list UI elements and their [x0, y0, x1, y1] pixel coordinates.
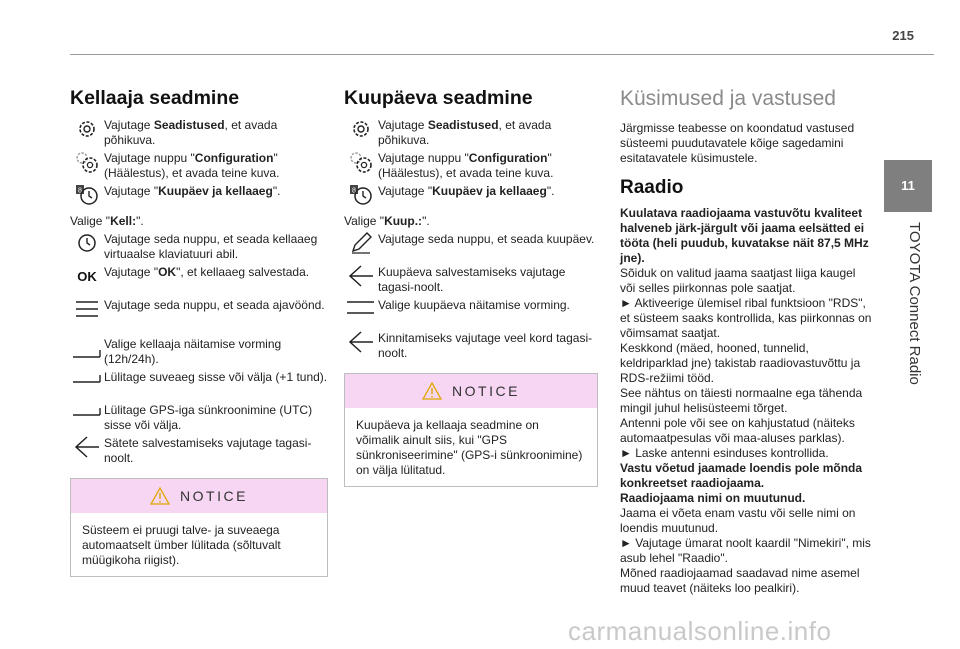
item-time-format: Valige kellaaja näitamise vorming (12h/24h).: [70, 337, 328, 367]
answer: ► Aktiveerige ülemisel ribal funktsioon "RDS", et süsteem saaks kontrollida, kas piirkonnas on võimsamat saatjat.: [620, 296, 872, 340]
notice-title: NOTICE: [180, 487, 248, 504]
select-clock: Valige "Kell:".: [70, 214, 144, 228]
section-title-date: Kuupäeva seadmine: [344, 87, 533, 109]
column-clock-setting: [70, 86, 328, 577]
step-configuration: Vajutage nuppu "Configuration" (Häälestus), et avada teine kuva.: [344, 151, 598, 181]
answer: Mõned raadiojaamad saadavad nime asemel muud teavet (näiteks loo pealkiri).: [620, 566, 860, 595]
faq-title: Küsimused ja vastused: [620, 87, 836, 110]
side-title: TOYOTA Connect Radio: [906, 222, 923, 385]
answer: See nähtus on täiesti normaalne ega tähenda mingil juhul helisüsteemi tõrget.: [620, 386, 863, 415]
list-icon: [70, 298, 104, 320]
item-date-format: Valige kuupäeva näitamise vorming.: [344, 298, 598, 320]
back-arrow-icon: [344, 265, 378, 287]
clock-calendar-icon: [70, 184, 104, 206]
select-date: Valige "Kuup.:".: [344, 214, 430, 228]
step-date-time: 8 Vajutage "Kuupäev ja kellaaeg".: [70, 184, 328, 206]
notice-box-date: [344, 373, 598, 487]
answer: Antenni pole või see on kahjustatud (näiteks automaatpesulas või maa-aluses parklas).: [620, 416, 855, 445]
chapter-tab: 11: [884, 160, 932, 212]
answer: Keskkond (mäed, hooned, tunnelid, keldriparklad jne) takistab raadiovastuvõttu ja RDS-režiimi tööd.: [620, 341, 861, 385]
answer: ► Vajutage ümarat noolt kaardil "Nimekiri", mis asub lehel "Raadio".: [620, 536, 871, 565]
toggle-off-icon: [70, 337, 104, 359]
faq-intro: Järgmisse teabesse on koondatud vastused süsteemi puudutavatele kõige sagedamini esitatavatele küsimustele.: [620, 121, 855, 165]
item-timezone: Vajutage seda nuppu, et seada ajavöönd.: [70, 298, 328, 320]
item-confirm: Kinnitamiseks vajutage veel kord tagasi-noolt.: [344, 331, 598, 361]
clock-icon: [70, 232, 104, 254]
page-number: 215: [892, 28, 914, 43]
step-settings: Vajutage Seadistused, et avada põhikuva.: [70, 118, 328, 148]
pencil-icon: [344, 232, 378, 254]
gear-icon: [344, 118, 378, 140]
answer: Sõiduk on valitud jaama saatjast liiga kaugel või selles piirkonnas pole saatjat.: [620, 266, 856, 295]
section-title-clock: Kellaaja seadmine: [70, 87, 240, 109]
notice-text: Süsteem ei pruugi talve- ja suveaega automaatselt ümber lülitada (sõltuvalt müügikoha riigist).: [82, 523, 281, 567]
answer: ► Laske antenni esinduses kontrollida.: [620, 446, 829, 460]
item-back-save: Sätete salvestamiseks vajutage tagasi-noolt.: [70, 436, 328, 466]
section-radio: Raadio: [620, 177, 684, 198]
svg-text:8: 8: [78, 187, 82, 195]
back-arrow-icon: [344, 331, 378, 353]
gears-config-icon: [70, 151, 104, 173]
item-ok-save: OK Vajutage "OK", et kellaaeg salvestada.: [70, 265, 328, 287]
header-rule: [70, 54, 934, 55]
item-gps-sync: Lülitage GPS-iga sünkroonimine (UTC) sisse või välja.: [70, 403, 328, 433]
item-virtual-keyboard: Vajutage seda nuppu, et seada kellaaeg virtuaalse klaviatuuri abil.: [70, 232, 328, 262]
warning-icon: [150, 487, 170, 505]
toggle-off-icon: [70, 403, 104, 425]
dropdown-field-icon: [344, 298, 378, 320]
notice-text: Kuupäeva ja kellaaja seadmine on võimalik ainult siis, kui "GPS sünkroniseerimine" (GPS-i sünkroonimine) on välja lülitatud.: [356, 418, 583, 477]
ok-label: OK: [77, 268, 97, 284]
toggle-off-icon: [70, 370, 104, 392]
clock-calendar-icon: [344, 184, 378, 206]
watermark: carmanualsonline.info: [568, 616, 832, 646]
step-date-time: 8 Vajutage "Kuupäev ja kellaaeg".: [344, 184, 598, 206]
warning-icon: [422, 382, 442, 400]
item-save-date: Kuupäeva salvestamiseks vajutage tagasi-noolt.: [344, 265, 598, 295]
question: Raadiojaama nimi on muutunud.: [620, 491, 806, 505]
notice-box-clock: [70, 478, 328, 577]
item-set-date: Vajutage seda nuppu, et seada kuupäev.: [344, 232, 598, 254]
back-arrow-icon: [70, 436, 104, 458]
step-configuration: Vajutage nuppu "Configuration" (Häälestus), et avada teine kuva.: [70, 151, 328, 181]
item-summer-time: Lülitage suveaeg sisse või välja (+1 tund).: [70, 370, 328, 392]
column-date-setting: [344, 86, 598, 487]
question: Vastu võetud jaamade loendis pole mõnda konkreetset raadiojaama.: [620, 461, 863, 490]
step-settings: Vajutage Seadistused, et avada põhikuva.: [344, 118, 598, 148]
answer: Jaama ei võeta enam vastu või selle nimi on loendis muutunud.: [620, 506, 856, 535]
question: Kuulatava raadiojaama vastuvõtu kvaliteet halveneb järk-järgult või jaama eelsätted ei tööta (heli puudub, kuvatakse näit 87,5 MHz jne).: [620, 206, 869, 265]
gears-config-icon: [344, 151, 378, 173]
notice-title: NOTICE: [452, 382, 520, 399]
gear-icon: [70, 118, 104, 140]
svg-text:8: 8: [352, 187, 356, 195]
column-faq: [620, 86, 872, 596]
